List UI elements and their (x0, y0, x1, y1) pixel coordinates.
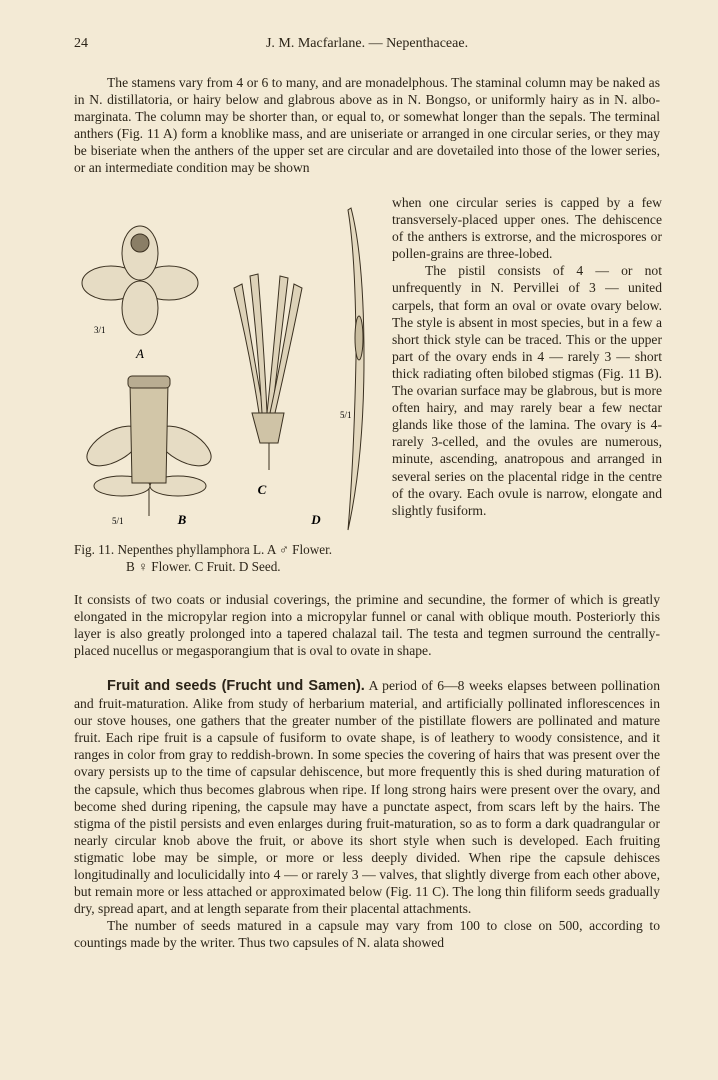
ovule-text: It consists of two coats or indusial coverings, the primine and secundine, the former of which is greatly elongated in the micropylar region into a micropylar funnel or canal with oblique mouth. Posteriorly this layer is also greatly prolonged into a tapered chalazal tail. The testa and tegmen surround the centrally-placed nucellus or megasporangium that is oval to ovate in shape. (74, 592, 660, 659)
figure-label-c: C (257, 482, 267, 497)
scale-label-b: 5/1 (112, 516, 124, 526)
figure-illustration (74, 198, 386, 536)
figure-label-d: D (311, 512, 321, 527)
fruit-section (74, 677, 660, 952)
figure-11 (74, 198, 386, 536)
seed-count-text: The number of seeds matured in a capsule may vary from 100 to close on 500, according to countings made by the writer. Thus two capsules of N. alata showed (74, 918, 660, 951)
section-heading: Fruit and seeds (Frucht und Samen). (107, 678, 365, 694)
fruit-drawing (234, 274, 302, 470)
pistil-text: The pistil consists of 4 — or not unfrequently in N. Pervillei of 3 — united carpels, that form an oval or ovate ovary below. The style is absent in most species, but in a few a short thick style can be traced. This or the upper part of the ovary ends in 4 — rarely 3 — short thick radiating often bilobed stigmas (Fig. 11 B). The ovarian surface may be glabrous, but is more often hairy, and may rarely bear a few nectar glands like those of the lamina. The ovary is 4- rarely 3-celled, and the ovules are numerous, minute, ascending, anatropous and arranged in several series on the placental ridge in the centre of the ovary. Each ovule is narrow, elongate and slightly fusiform. (392, 263, 662, 518)
seed-drawing (348, 208, 364, 530)
fruit-text: A period of 6—8 weeks elapses between pollination and fruit-maturation. Alike from study of herbarium material, and artificially pollinated inflorescences in our stove houses, one gathers that the greater number of the pistillate flowers are pollinated and mature fruit. Each ripe fruit is a capsule of fusiform to ovate shape, is of leathery to woody consistence, and it ranges in color from gray to reddish-brown. In some species the covering of hairs that was present over the ovary persists up to the time of capsular dehiscence, but more frequently this is shed during maturation of the capsule, which thus becomes glabrous when ripe. If long strong hairs were present over the ovary, and become shed during ripening, the capsule may have a punctate aspect, from scars left by the hairs. The stigma of the pistil persists and even enlarges during fruit-maturation, so as to form a dark quadrangular or nearly circular knob above the fruit, or above its short style when such is developed. Each fruiting stigmatic lobe may be simple, or more or less deeply divided. When ripe the capsule dehisces longitudinally and loculicidally into 4 — or rarely 3 — valves, that slightly diverge from each other above, but remain more or less attached or approximated below (Fig. 11 C). The long thin filiform seeds gradually dry, spread apart, and at length separate from their placental attachments. (74, 678, 660, 917)
figure-caption (74, 541, 386, 575)
figure-label-a: A (136, 346, 144, 361)
page-header (74, 36, 660, 56)
caption-line-2: B ♀ Flower. C Fruit. D Seed. (126, 559, 281, 575)
figure-label-b: B (177, 512, 187, 527)
scale-label-d: 5/1 (340, 410, 352, 420)
caption-line-1: Fig. 11. Nepenthes phyllamphora L. A ♂ Flower. (74, 542, 333, 557)
stamens-text: The stamens vary from 4 or 6 to many, and are monadelphous. The staminal column may be naked as in N. distillatoria, or hairy below and glabrous above as in N. Bongso, or uniformly hairy as in N. albo-marginata. The column may be shorter than, or equal to, or somewhat longer than the sepals. The terminal anthers (Fig. 11 A) form a knoblike mass, and are uniseriate or arranged in one circular series, or they may be biseriate when the anthers of the upper set are circular and are dovetailed into those of the lower series, or an intermediate condition may be shown (74, 75, 660, 176)
scale-label-a: 3/1 (94, 325, 106, 335)
page-number: 24 (74, 36, 88, 51)
running-head: J. M. Macfarlane. — Nepenthaceae. (265, 36, 469, 51)
female-flower-drawing (81, 376, 218, 516)
stamens-continued-text: when one circular series is capped by a few transversely-placed upper ones. The dehiscence of the anthers is extrorse, and the microspores or pollen-grains are three-lobed. (392, 195, 662, 262)
stamens-paragraph (74, 74, 660, 177)
ovule-paragraph (74, 591, 660, 659)
side-column (392, 194, 662, 519)
male-flower-drawing (82, 226, 198, 335)
